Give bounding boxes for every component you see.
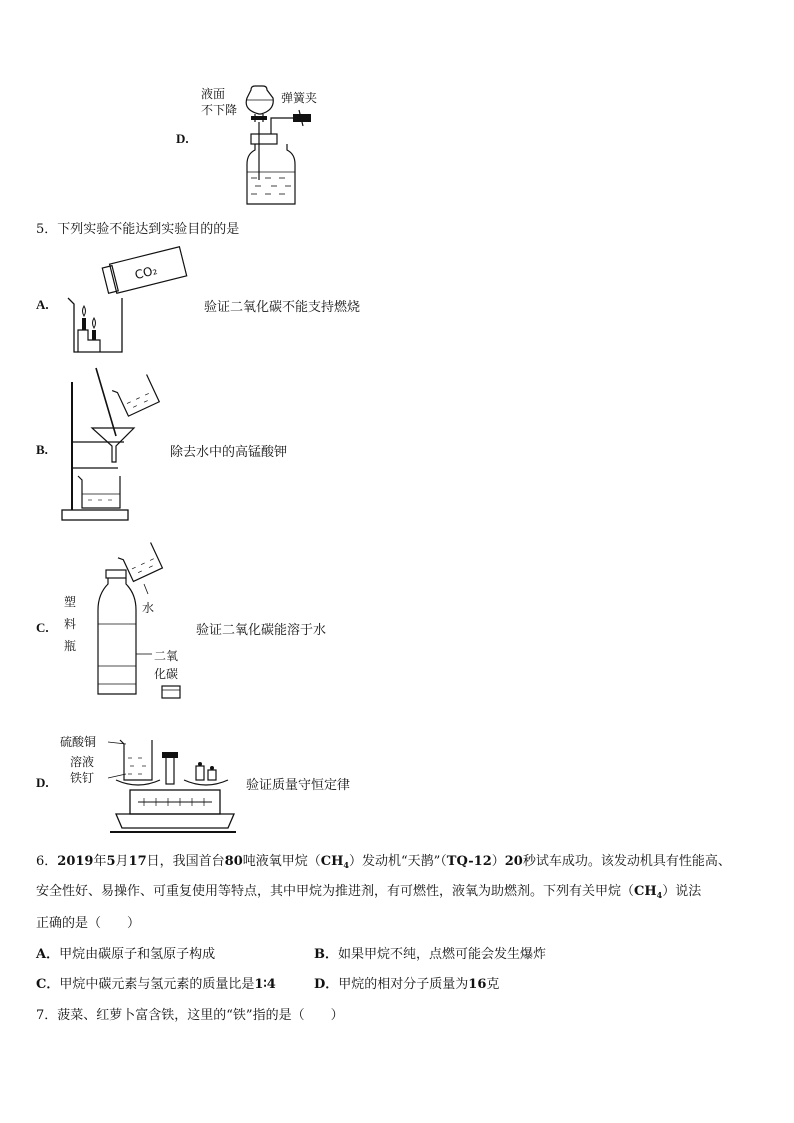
fig-label-liquid-level: 液面 [201, 87, 226, 101]
fig-label-not-dropping: 不下降 [201, 103, 238, 117]
fig-label-co2: CO₂ [133, 263, 159, 283]
fig-label-water: 水 [142, 601, 155, 615]
fig-label-iron-nail: 铁钉 [70, 771, 95, 785]
q5-stem: 5．下列实验不能达到实验目的的是 [36, 222, 240, 237]
q6-option-c: C．甲烷中碳元素与氢元素的质量比是1∶4 [36, 977, 276, 992]
q7-stem: 7．菠菜、红萝卜富含铁，这里的“铁”指的是（ ） [36, 1008, 344, 1023]
q5-option-c-label: C. [36, 620, 49, 635]
q6-option-d: D．甲烷的相对分子质量为16克 [314, 977, 500, 992]
q6-number: 6． [36, 854, 58, 869]
fig-label-spring-clamp: 弹簧夹 [281, 91, 318, 105]
q4-option-d-label: D. [176, 131, 189, 146]
q5-option-d-label: D. [36, 775, 49, 790]
fig-label-copper-sulfate: 硫酸铜 [60, 735, 97, 749]
q5-option-b-label: B. [36, 442, 48, 457]
fig-label-plastic-1: 塑 [64, 595, 77, 609]
q5-option-a-text: 验证二氧化碳不能支持燃烧 [204, 300, 361, 315]
q5-option-a-label: A. [36, 297, 49, 312]
q5-option-d-text: 验证质量守恒定律 [246, 778, 351, 793]
q6-stem-line-2: 安全性好、易操作、可重复使用等特点，其中甲烷为推进剂，有可燃性，液氧为助燃剂。下列有关甲烷$(CH_4)$说法 [36, 884, 702, 900]
q5-d-balance-figure [60, 732, 236, 836]
q5-option-b-text: 除去水中的高锰酸钾 [170, 445, 288, 460]
q4-separatory-funnel-apparatus-figure [195, 80, 345, 210]
q5-option-c-text: 验证二氧化碳能溶于水 [196, 623, 327, 638]
fig-label-co2-gas-1: 二氧 [154, 649, 179, 663]
fig-label-plastic-3: 瓶 [64, 639, 77, 653]
q5-b-filtration-figure [58, 366, 168, 524]
q6-stem-line-1: 6．2019年5月17日，我国首台80吨液氧甲烷$(CH_4)$发动机“天鹊”（TQ-12）20秒试车成功。该发动机具有性能高、 [36, 854, 731, 870]
q6-stem-line-3: 正确的是（ ） [36, 916, 141, 931]
fig-label-solution: 溶液 [70, 755, 95, 769]
q6-option-b: B．如果甲烷不纯，点燃可能会发生爆炸 [314, 947, 547, 962]
fig-label-co2-gas-2: 化碳 [154, 667, 179, 681]
fig-label-plastic-2: 料 [64, 617, 77, 631]
q6-option-a: A．甲烷由碳原子和氢原子构成 [36, 947, 216, 962]
q5-c-plastic-bottle-figure [60, 544, 200, 702]
q5-a-co2-candle-figure [64, 248, 194, 358]
